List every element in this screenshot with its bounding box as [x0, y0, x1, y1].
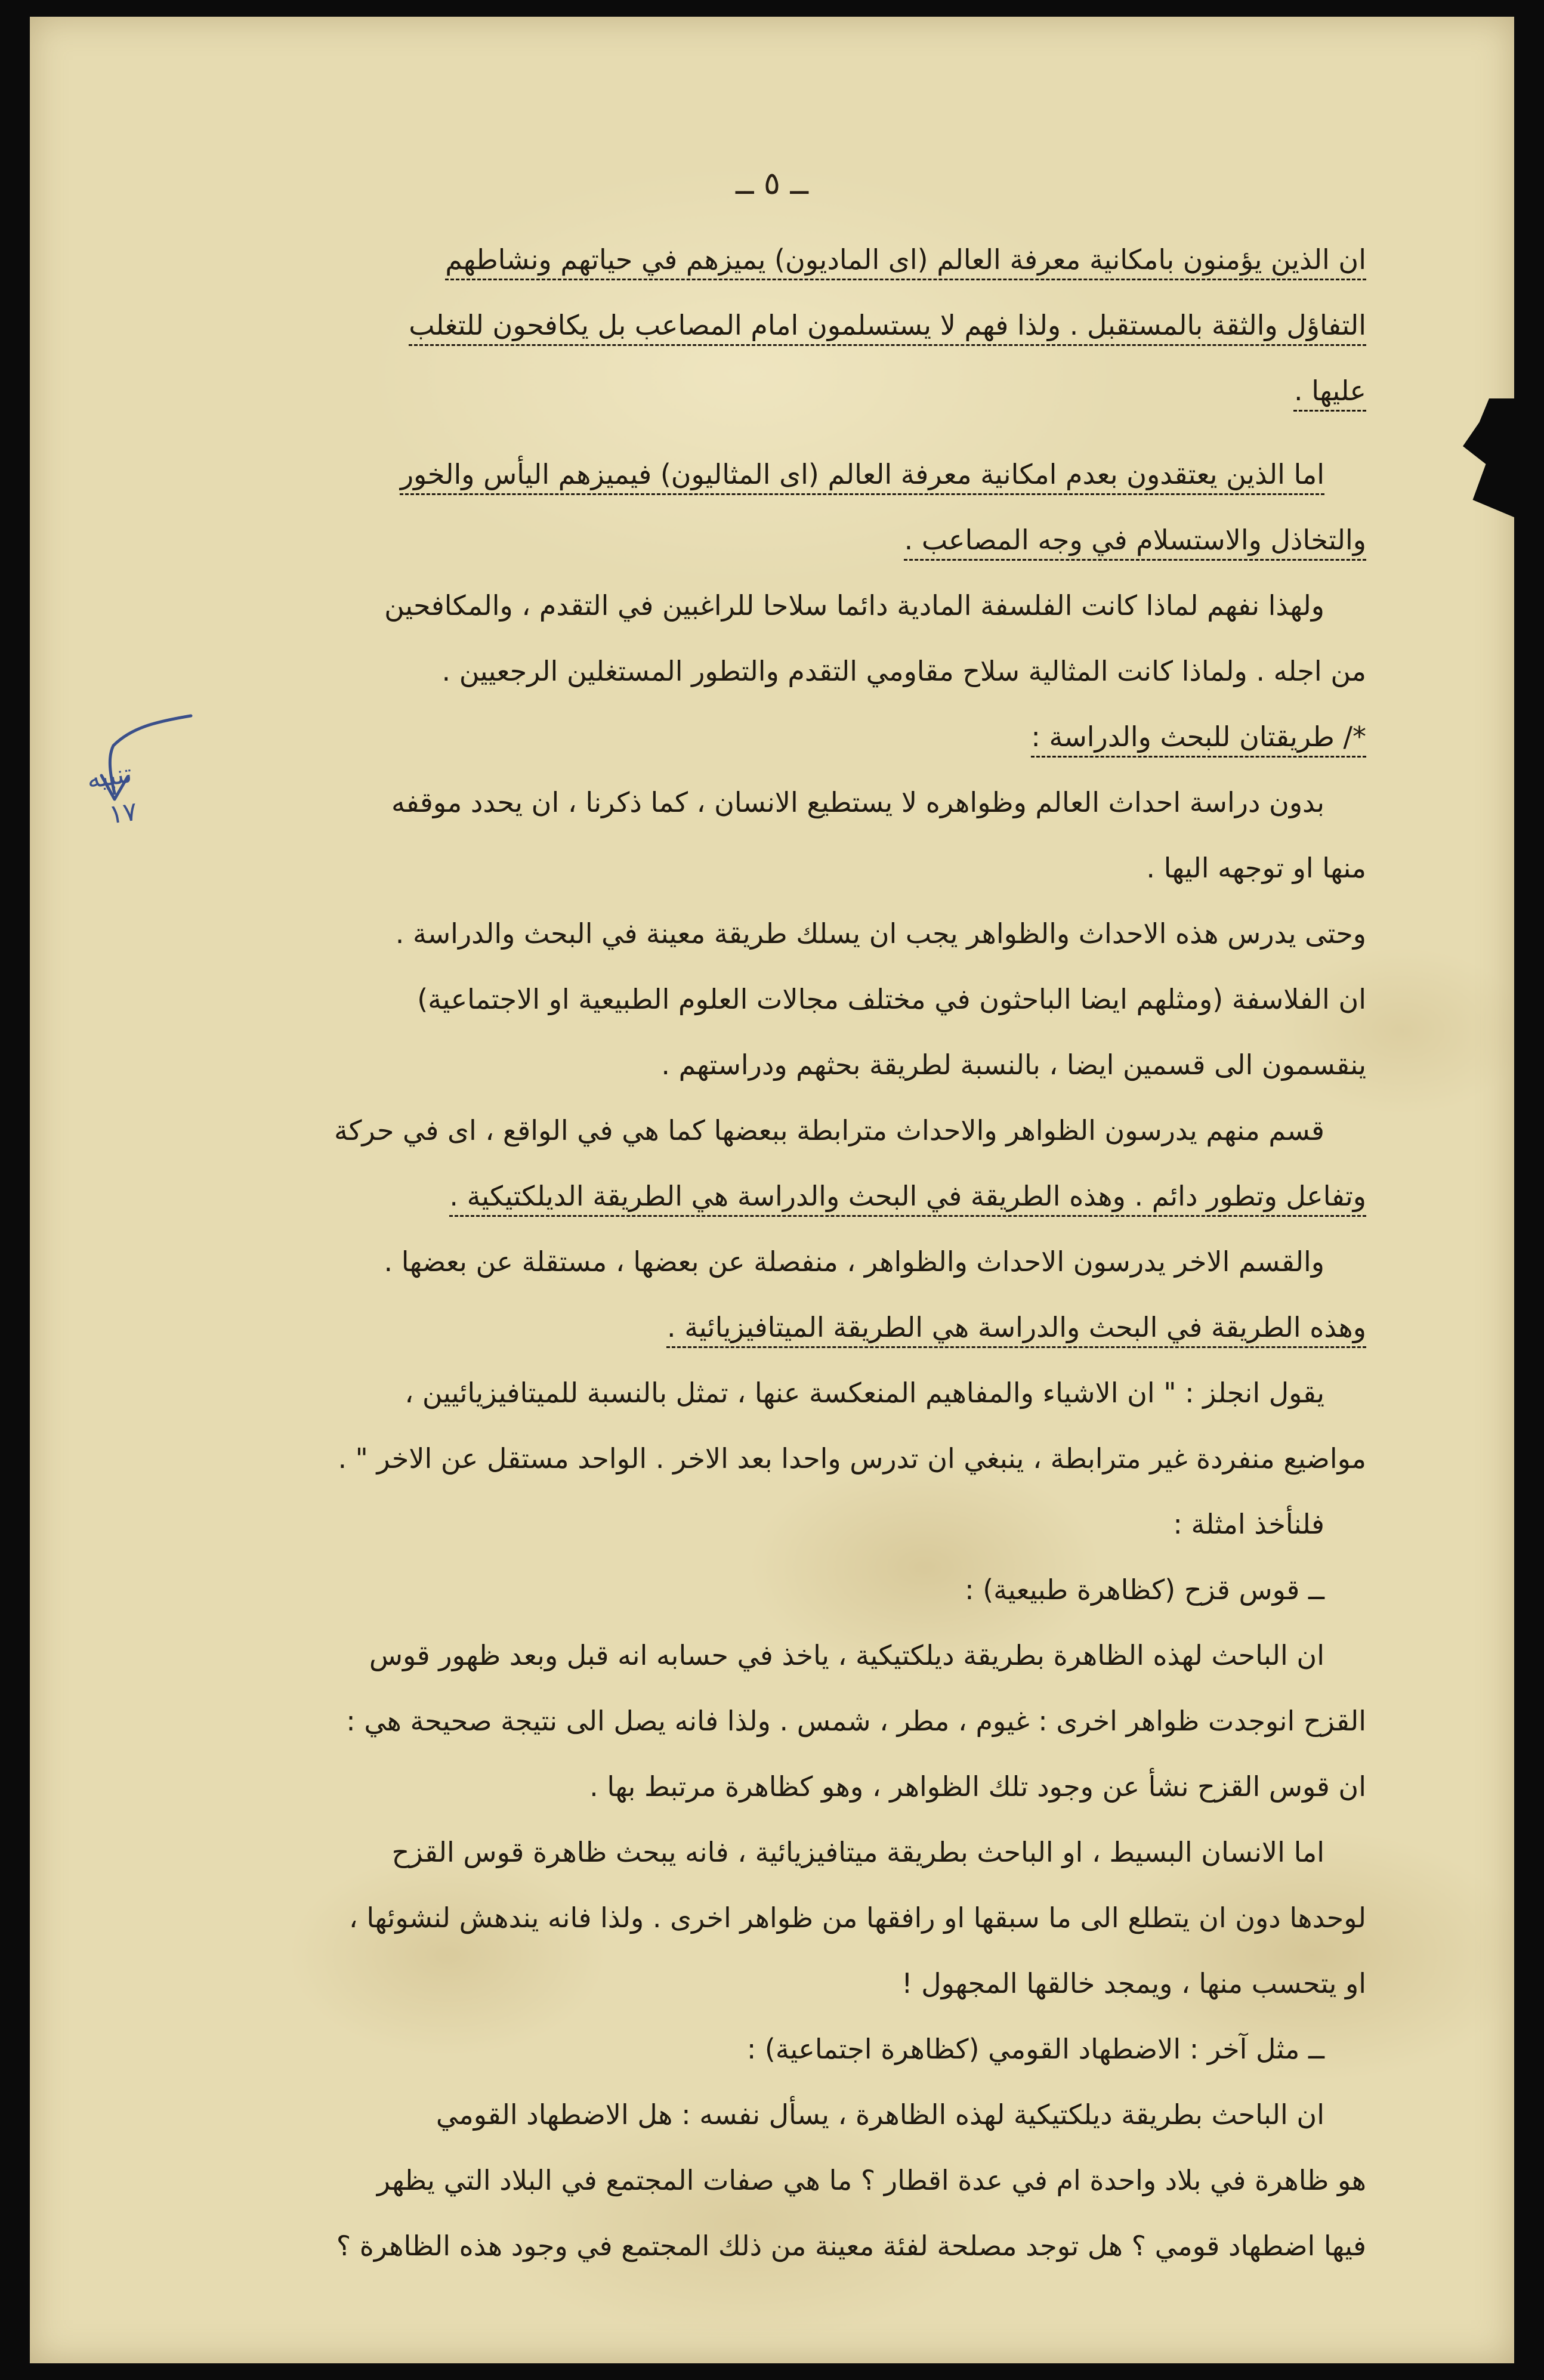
text-line: التفاؤل والثقة بالمستقبل . ولذا فهم لا يستسلمون امام المصاعب بل يكافحون للتغلب [409, 309, 1366, 341]
margin-note-word: تنبيه [85, 758, 134, 795]
section-heading: */ طريقتان للبحث والدراسة : [1031, 721, 1366, 753]
document-body [137, 227, 1366, 2279]
text-line: وحتى يدرس هذه الاحداث والظواهر يجب ان يسلك طريقة معينة في البحث والدراسة . [395, 917, 1366, 950]
text-line: القزح انوجدت ظواهر اخرى : غيوم ، مطر ، شمس . ولذا فانه يصل الى نتيجة صحيحة هي : [346, 1705, 1366, 1737]
text-line: ينقسمون الى قسمين ايضا ، بالنسبة لطريقة بحثهم ودراستهم . [661, 1049, 1366, 1081]
text-line: مواضيع منفردة غير مترابطة ، ينبغي ان تدرس واحدا بعد الاخر . الواحد مستقل عن الاخر " . [338, 1442, 1366, 1475]
text-line: والتخاذل والاستسلام في وجه المصاعب . [904, 524, 1366, 556]
text-line: اما الذين يعتقدون بعدم امكانية معرفة العالم (اى المثاليون) فيميزهم اليأس والخور [400, 458, 1324, 490]
text-line: يقول انجلز : " ان الاشياء والمفاهيم المنعكسة عنها ، تمثل بالنسبة للميتافيزيائيين ، [404, 1377, 1324, 1409]
text-line: ان قوس القزح نشأ عن وجود تلك الظواهر ، وهو كظاهرة مرتبط بها . [589, 1770, 1366, 1803]
text-line: وهذه الطريقة في البحث والدراسة هي الطريقة الميتافيزيائية . [666, 1311, 1366, 1343]
text-line: قسم منهم يدرسون الظواهر والاحداث مترابطة ببعضها كما هي في الواقع ، اى في حركة [334, 1114, 1324, 1146]
example-heading: ــ مثل آخر : الاضطهاد القومي (كظاهرة اجتماعية) : [746, 2033, 1324, 2065]
text-line: اما الانسان البسيط ، او الباحث بطريقة ميتافيزيائية ، فانه يبحث ظاهرة قوس القزح [391, 1836, 1324, 1868]
text-line: فيها اضطهاد قومي ؟ هل توجد مصلحة لفئة معينة من ذلك المجتمع في وجود هذه الظاهرة ؟ [336, 2230, 1366, 2262]
text-line: او يتحسب منها ، ويمجد خالقها المجهول ! [901, 1967, 1366, 1999]
text-line: عليها . [1293, 375, 1366, 407]
text-line: والقسم الاخر يدرسون الاحداث والظواهر ، منفصلة عن بعضها ، مستقلة عن بعضها . [384, 1245, 1324, 1278]
text-line: ولهذا نفهم لماذا كانت الفلسفة المادية دائما سلاحا للراغبين في التقدم ، والمكافحين [384, 589, 1324, 622]
example-heading: ــ قوس قزح (كظاهرة طبيعية) : [965, 1574, 1324, 1606]
text-line: بدون دراسة احداث العالم وظواهره لا يستطيع الانسان ، كما ذكرنا ، ان يحدد موقفه [391, 786, 1324, 818]
text-line: فلنأخذ امثلة : [1173, 1508, 1324, 1540]
margin-note-number: ١٧ [107, 796, 140, 830]
text-line: ان الفلاسفة (ومثلهم ايضا الباحثون في مختلف مجالات العلوم الطبيعية او الاجتماعية) [417, 983, 1366, 1015]
text-line: منها او توجهه اليها . [1146, 852, 1366, 884]
text-line: ان الباحث بطريقة ديلكتيكية لهذه الظاهرة ، يسأل نفسه : هل الاضطهاد القومي [436, 2098, 1324, 2131]
page-number: ــ ٥ ــ [736, 166, 808, 202]
text-line: هو ظاهرة في بلاد واحدة ام في عدة اقطار ؟ ما هي صفات المجتمع في البلاد التي يظهر [376, 2164, 1366, 2196]
text-line: ان الذين يؤمنون بامكانية معرفة العالم (اى الماديون) يميزهم في حياتهم ونشاطهم [445, 243, 1366, 276]
text-line: لوحدها دون ان يتطلع الى ما سبقها او رافقها من ظواهر اخرى . ولذا فانه يندهش لنشوئها ، [348, 1902, 1366, 1934]
text-line: من اجله . ولماذا كانت المثالية سلاح مقاومي التقدم والتطور المستغلين الرجعيين . [441, 655, 1366, 687]
text-line: ان الباحث لهذه الظاهرة بطريقة ديلكتيكية ، ياخذ في حسابه انه قبل وبعد ظهور قوس [369, 1639, 1324, 1671]
text-line: وتفاعل وتطور دائم . وهذه الطريقة في البحث والدراسة هي الطريقة الديلكتيكية . [449, 1180, 1366, 1212]
torn-corner [1450, 398, 1515, 518]
